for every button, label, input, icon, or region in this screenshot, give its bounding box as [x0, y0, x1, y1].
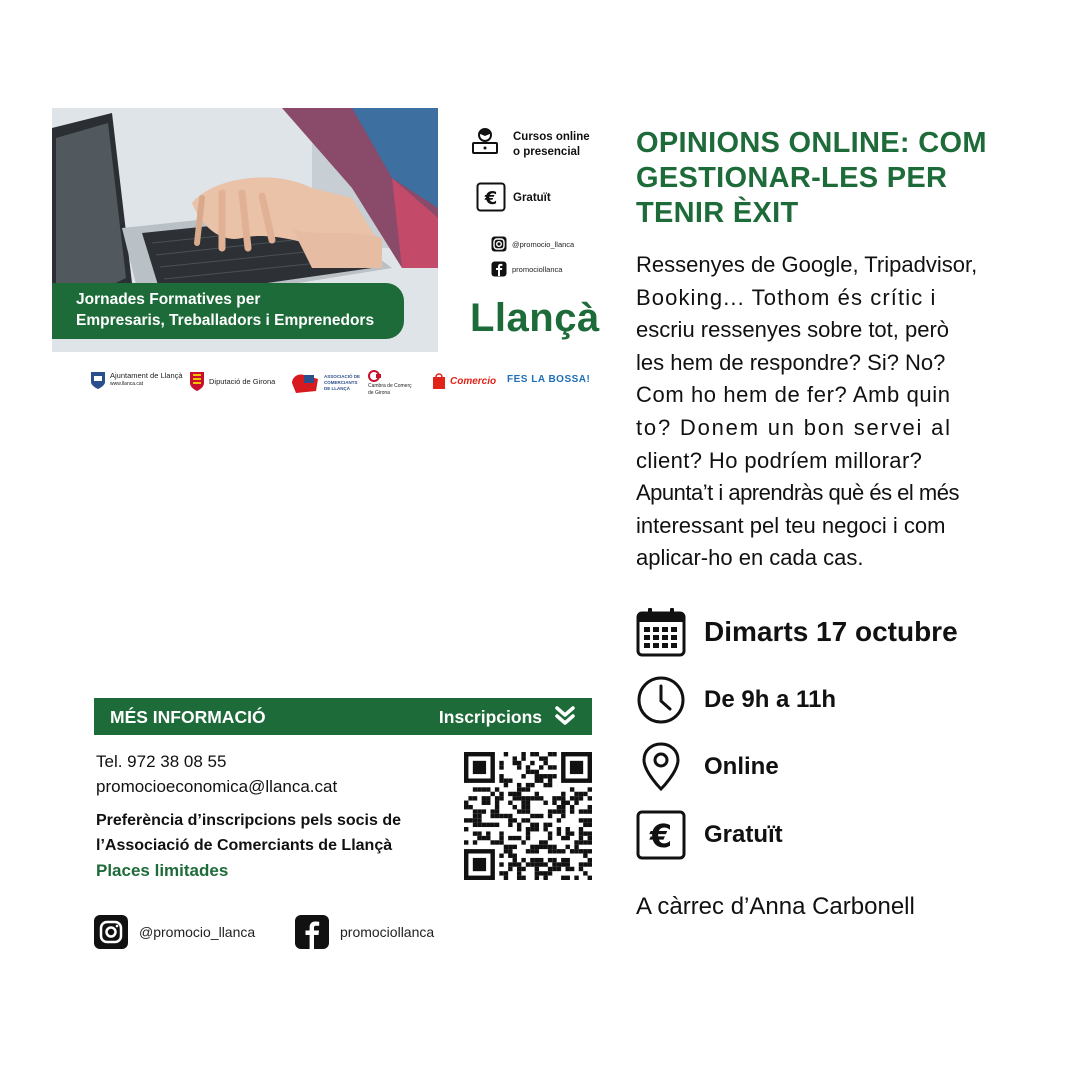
chevron-down-icon[interactable]	[554, 705, 576, 727]
clock-icon	[636, 675, 686, 725]
inscriptions-link[interactable]: Inscripcions	[438, 707, 542, 727]
description-line: escriu ressenyes sobre tot, però	[636, 317, 950, 343]
ajuntament-shield-icon	[90, 370, 106, 390]
logo-fes-la-bossa: FES LA BOSSA!	[507, 374, 591, 385]
limited-places: Places limitades	[96, 861, 229, 880]
euro-icon	[636, 810, 686, 860]
facebook-icon	[295, 915, 329, 954]
description-line: Com ho hem de fer? Amb quin	[636, 382, 951, 408]
contact-phone[interactable]: Tel. 972 38 08 55	[96, 752, 227, 771]
banner-line-1: Jornades Formatives per	[76, 291, 261, 308]
page-title	[636, 126, 1036, 231]
event-description	[636, 249, 994, 575]
cambra-line-1: Cambra de Comerç	[368, 383, 412, 389]
location-row	[636, 742, 779, 792]
comercio-bag-icon	[432, 372, 446, 390]
date-row	[636, 607, 958, 657]
banner-line-2: Empresaris, Treballadors i Emprenedors	[76, 312, 375, 329]
course-mode-label	[513, 130, 590, 160]
speaker-byline: A càrrec d’Anna Carbonell	[636, 893, 915, 920]
cambra-line-2: de Girona	[368, 390, 390, 396]
event-series-banner	[52, 283, 404, 339]
title-line-2: GESTIONAR-LES PER	[636, 162, 948, 194]
cambra-mark-icon	[368, 370, 382, 382]
registration-preference	[96, 808, 401, 858]
preference-line-1: Preferència d’inscripcions pels socis de	[96, 812, 402, 829]
diputacio-name: Diputació de Girona	[209, 376, 276, 386]
facebook-icon-small	[491, 261, 507, 282]
event-time: De 9h a 11h	[704, 686, 837, 713]
logo-comercio	[432, 372, 496, 390]
description-line: interessant pel teu negoci i com	[636, 512, 946, 538]
description-line: to? Donem un bon servei al	[636, 414, 952, 440]
preference-line-2: l’Associació de Comerciants de Llançà	[96, 837, 393, 854]
hero-photo	[52, 108, 438, 352]
svg-text:€: €	[649, 817, 673, 855]
event-date: Dimarts 17 octubre	[704, 616, 958, 647]
facebook-handle[interactable]: promociollanca	[340, 924, 435, 940]
more-info-bar	[94, 698, 592, 735]
price-label-small: Gratuït	[513, 192, 551, 204]
instagram-icon	[94, 915, 128, 954]
event-location: Online	[704, 753, 779, 780]
contact-email[interactable]: promocioeconomica@llanca.cat	[96, 777, 338, 796]
description-line: Booking... Tothom és crític i	[636, 284, 937, 310]
qr-code[interactable]	[464, 752, 592, 880]
llanca-logo: Llançà	[470, 296, 600, 340]
title-line-3: TENIR ÈXIT	[636, 197, 799, 229]
logo-ajuntament	[90, 370, 183, 390]
logo-diputacio	[189, 370, 275, 392]
title-line-1: OPINIONS ONLINE: COM	[636, 127, 987, 159]
comercio-name: Comercio	[450, 375, 497, 387]
instagram-icon-small	[491, 236, 507, 257]
logo-associacio	[290, 371, 360, 395]
price-row	[636, 810, 783, 860]
ajuntament-name: Ajuntament de Llançà	[110, 371, 183, 380]
associacio-hand-icon	[290, 371, 320, 395]
instagram-handle-small[interactable]: @promocio_llanca	[512, 240, 575, 249]
course-mode-line-2: o presencial	[513, 146, 581, 158]
associacio-line-1: ASSOCIACIÓ DE	[324, 374, 361, 379]
description-line: aplicar-ho en cada cas.	[636, 545, 864, 571]
associacio-line-3: DE LLANÇÀ	[324, 386, 350, 391]
contact-info	[96, 749, 337, 799]
description-line: Apunta’t i aprendràs què és el més	[636, 480, 959, 506]
course-mode-line-1: Cursos online	[513, 131, 590, 143]
diputacio-shield-icon	[189, 370, 205, 392]
description-line: Ressenyes de Google, Tripadvisor,	[636, 252, 978, 277]
instagram-handle[interactable]: @promocio_llanca	[139, 924, 256, 940]
facebook-handle-small[interactable]: promociollanca	[512, 265, 563, 274]
logo-cambra	[368, 370, 412, 397]
student-computer-icon	[470, 126, 500, 161]
event-price: Gratuït	[704, 821, 783, 848]
more-info-label: MÉS INFORMACIÓ	[110, 707, 266, 727]
description-line: les hem de respondre? Si? No?	[636, 349, 946, 375]
description-line: client? Ho podríem millorar?	[636, 447, 923, 473]
location-pin-icon	[636, 742, 686, 792]
ajuntament-url: www.llanca.cat	[110, 381, 144, 387]
calendar-icon	[636, 607, 686, 657]
svg-text:€: €	[484, 188, 498, 209]
associacio-line-2: COMERCIANTS	[324, 380, 358, 385]
time-row	[636, 675, 836, 725]
euro-icon-small	[476, 182, 506, 217]
